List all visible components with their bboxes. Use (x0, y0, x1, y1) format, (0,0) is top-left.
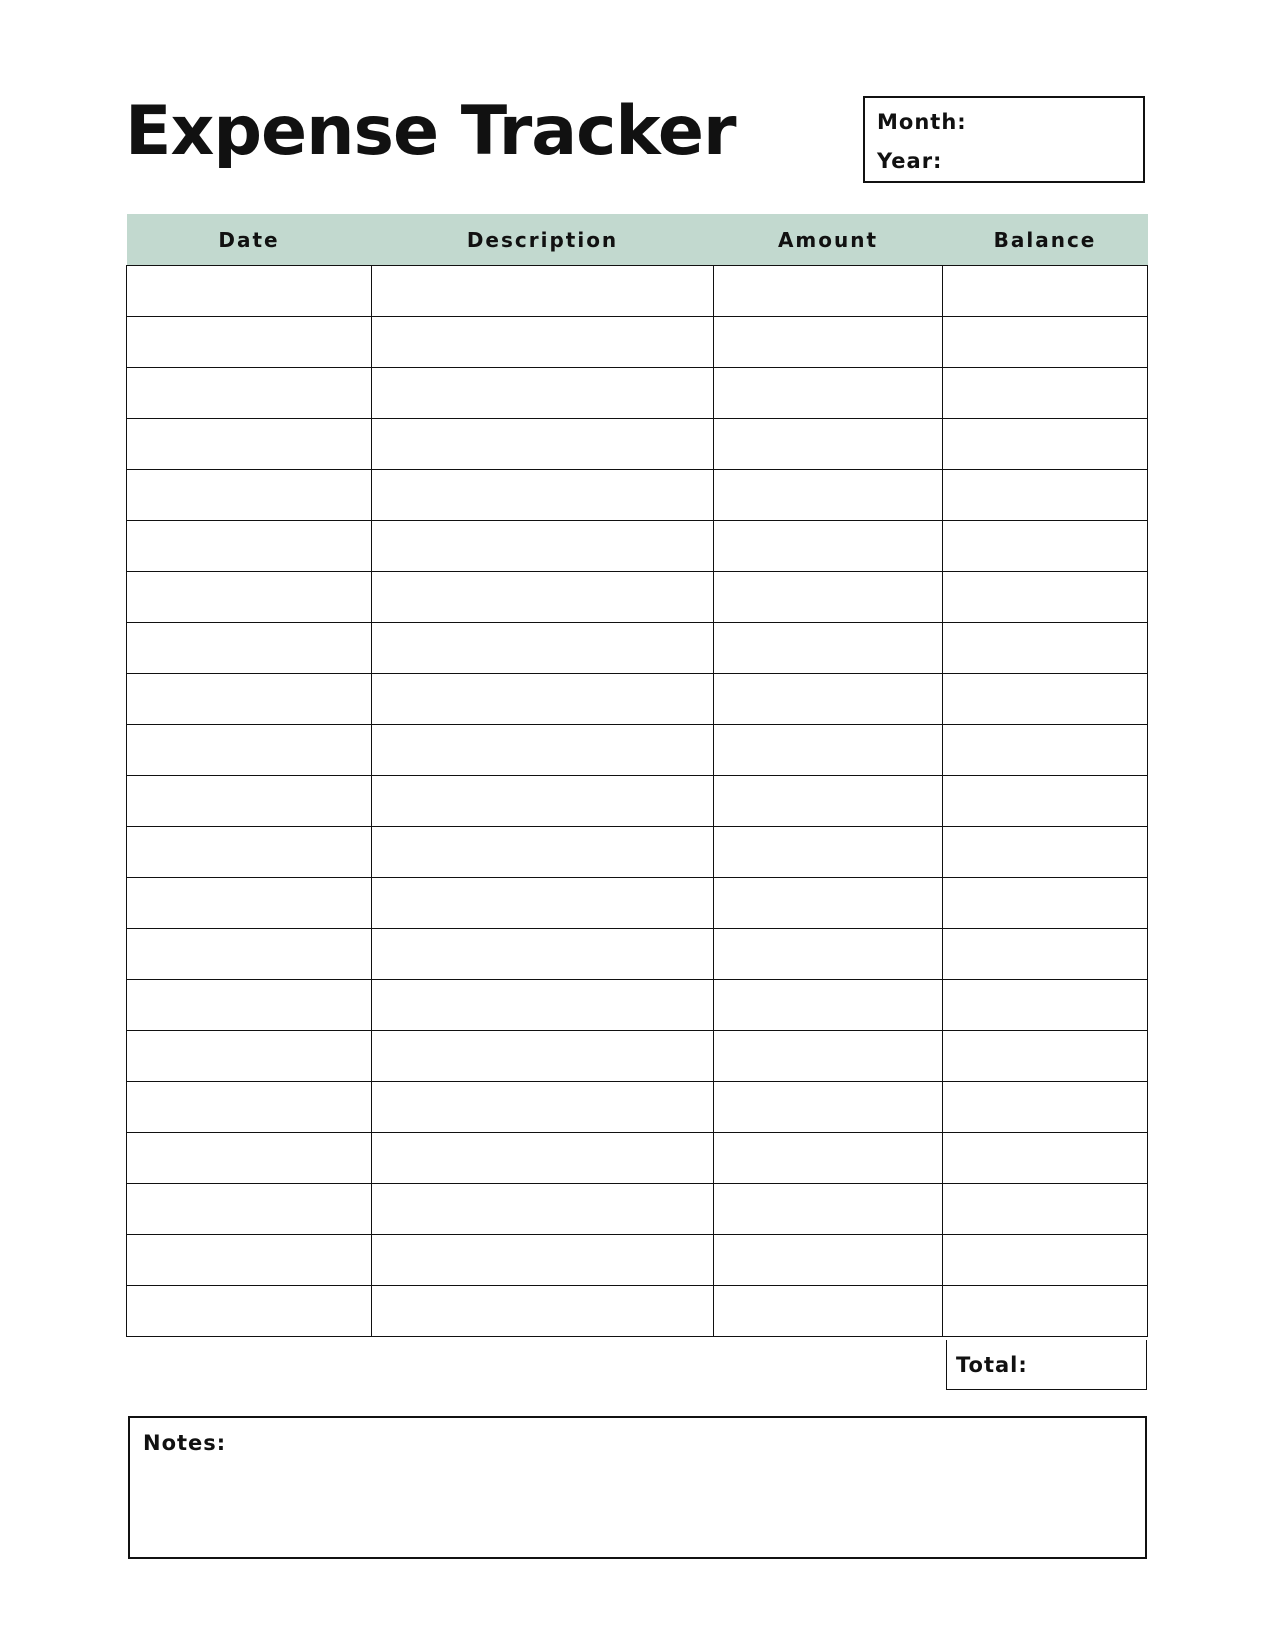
amount-cell[interactable] (714, 266, 943, 317)
balance-cell[interactable] (943, 1184, 1148, 1235)
month-year-box (863, 96, 1145, 183)
amount-cell[interactable] (714, 1184, 943, 1235)
description-cell[interactable] (372, 1082, 714, 1133)
description-cell[interactable] (372, 368, 714, 419)
balance-cell[interactable] (943, 623, 1148, 674)
description-cell[interactable] (372, 521, 714, 572)
table-row (127, 1286, 1148, 1337)
date-cell[interactable] (127, 725, 372, 776)
date-cell[interactable] (127, 1082, 372, 1133)
description-cell[interactable] (372, 980, 714, 1031)
table-row (127, 317, 1148, 368)
balance-cell[interactable] (943, 317, 1148, 368)
date-cell[interactable] (127, 266, 372, 317)
balance-cell[interactable] (943, 827, 1148, 878)
date-cell[interactable] (127, 1031, 372, 1082)
table-row (127, 878, 1148, 929)
amount-cell[interactable] (714, 674, 943, 725)
table-row (127, 1133, 1148, 1184)
description-cell[interactable] (372, 878, 714, 929)
description-cell[interactable] (372, 1286, 714, 1337)
table-row (127, 674, 1148, 725)
date-cell[interactable] (127, 521, 372, 572)
balance-cell[interactable] (943, 725, 1148, 776)
date-cell[interactable] (127, 827, 372, 878)
balance-cell[interactable] (943, 1133, 1148, 1184)
amount-cell[interactable] (714, 1133, 943, 1184)
page-title: Expense Tracker (125, 92, 736, 171)
amount-cell[interactable] (714, 572, 943, 623)
balance-cell[interactable] (943, 521, 1148, 572)
description-cell[interactable] (372, 266, 714, 317)
amount-cell[interactable] (714, 929, 943, 980)
description-cell[interactable] (372, 1031, 714, 1082)
table-row (127, 521, 1148, 572)
table-row (127, 776, 1148, 827)
date-cell[interactable] (127, 1133, 372, 1184)
description-cell[interactable] (372, 929, 714, 980)
date-cell[interactable] (127, 1235, 372, 1286)
table-row (127, 623, 1148, 674)
amount-cell[interactable] (714, 317, 943, 368)
balance-cell[interactable] (943, 878, 1148, 929)
table-row (127, 1184, 1148, 1235)
total-label: Total: (956, 1353, 1028, 1377)
balance-cell[interactable] (943, 470, 1148, 521)
balance-cell[interactable] (943, 1235, 1148, 1286)
balance-cell[interactable] (943, 1286, 1148, 1337)
amount-cell[interactable] (714, 980, 943, 1031)
table-row (127, 419, 1148, 470)
table-row (127, 827, 1148, 878)
amount-cell[interactable] (714, 1286, 943, 1337)
month-label: Month: (877, 110, 967, 134)
date-cell[interactable] (127, 419, 372, 470)
balance-cell[interactable] (943, 980, 1148, 1031)
amount-cell[interactable] (714, 1082, 943, 1133)
description-cell[interactable] (372, 674, 714, 725)
year-label: Year: (877, 149, 943, 173)
table-row (127, 1235, 1148, 1286)
description-cell[interactable] (372, 572, 714, 623)
description-cell[interactable] (372, 317, 714, 368)
date-cell[interactable] (127, 878, 372, 929)
date-cell[interactable] (127, 623, 372, 674)
amount-cell[interactable] (714, 623, 943, 674)
date-cell[interactable] (127, 674, 372, 725)
table-row (127, 725, 1148, 776)
total-box (946, 1340, 1147, 1390)
amount-cell[interactable] (714, 470, 943, 521)
balance-cell[interactable] (943, 1082, 1148, 1133)
table-row (127, 470, 1148, 521)
notes-box (128, 1416, 1147, 1559)
date-cell[interactable] (127, 929, 372, 980)
balance-cell[interactable] (943, 419, 1148, 470)
balance-cell[interactable] (943, 266, 1148, 317)
table-row (127, 929, 1148, 980)
balance-cell[interactable] (943, 929, 1148, 980)
amount-cell[interactable] (714, 878, 943, 929)
balance-cell[interactable] (943, 572, 1148, 623)
column-header-balance: Balance (943, 214, 1148, 266)
description-cell[interactable] (372, 1133, 714, 1184)
description-cell[interactable] (372, 827, 714, 878)
date-cell[interactable] (127, 368, 372, 419)
amount-cell[interactable] (714, 1235, 943, 1286)
description-cell[interactable] (372, 725, 714, 776)
balance-cell[interactable] (943, 368, 1148, 419)
description-cell[interactable] (372, 776, 714, 827)
expense-table (126, 214, 1148, 1337)
date-cell[interactable] (127, 1184, 372, 1235)
table-row (127, 266, 1148, 317)
date-cell[interactable] (127, 1286, 372, 1337)
column-header-date: Date (127, 214, 372, 266)
amount-cell[interactable] (714, 419, 943, 470)
table-row (127, 980, 1148, 1031)
amount-cell[interactable] (714, 368, 943, 419)
date-cell[interactable] (127, 776, 372, 827)
description-cell[interactable] (372, 1235, 714, 1286)
amount-cell[interactable] (714, 725, 943, 776)
table-row (127, 572, 1148, 623)
date-cell[interactable] (127, 572, 372, 623)
table-body (127, 266, 1148, 1337)
amount-cell[interactable] (714, 827, 943, 878)
table-header-row (127, 214, 1148, 266)
description-cell[interactable] (372, 623, 714, 674)
table-row (127, 1031, 1148, 1082)
amount-cell[interactable] (714, 776, 943, 827)
column-header-amount: Amount (714, 214, 943, 266)
date-cell[interactable] (127, 980, 372, 1031)
date-cell[interactable] (127, 470, 372, 521)
table-row (127, 368, 1148, 419)
balance-cell[interactable] (943, 674, 1148, 725)
balance-cell[interactable] (943, 776, 1148, 827)
description-cell[interactable] (372, 419, 714, 470)
balance-cell[interactable] (943, 1031, 1148, 1082)
notes-label: Notes: (143, 1431, 227, 1455)
amount-cell[interactable] (714, 1031, 943, 1082)
description-cell[interactable] (372, 1184, 714, 1235)
table-row (127, 1082, 1148, 1133)
amount-cell[interactable] (714, 521, 943, 572)
description-cell[interactable] (372, 470, 714, 521)
date-cell[interactable] (127, 317, 372, 368)
column-header-description: Description (372, 214, 714, 266)
